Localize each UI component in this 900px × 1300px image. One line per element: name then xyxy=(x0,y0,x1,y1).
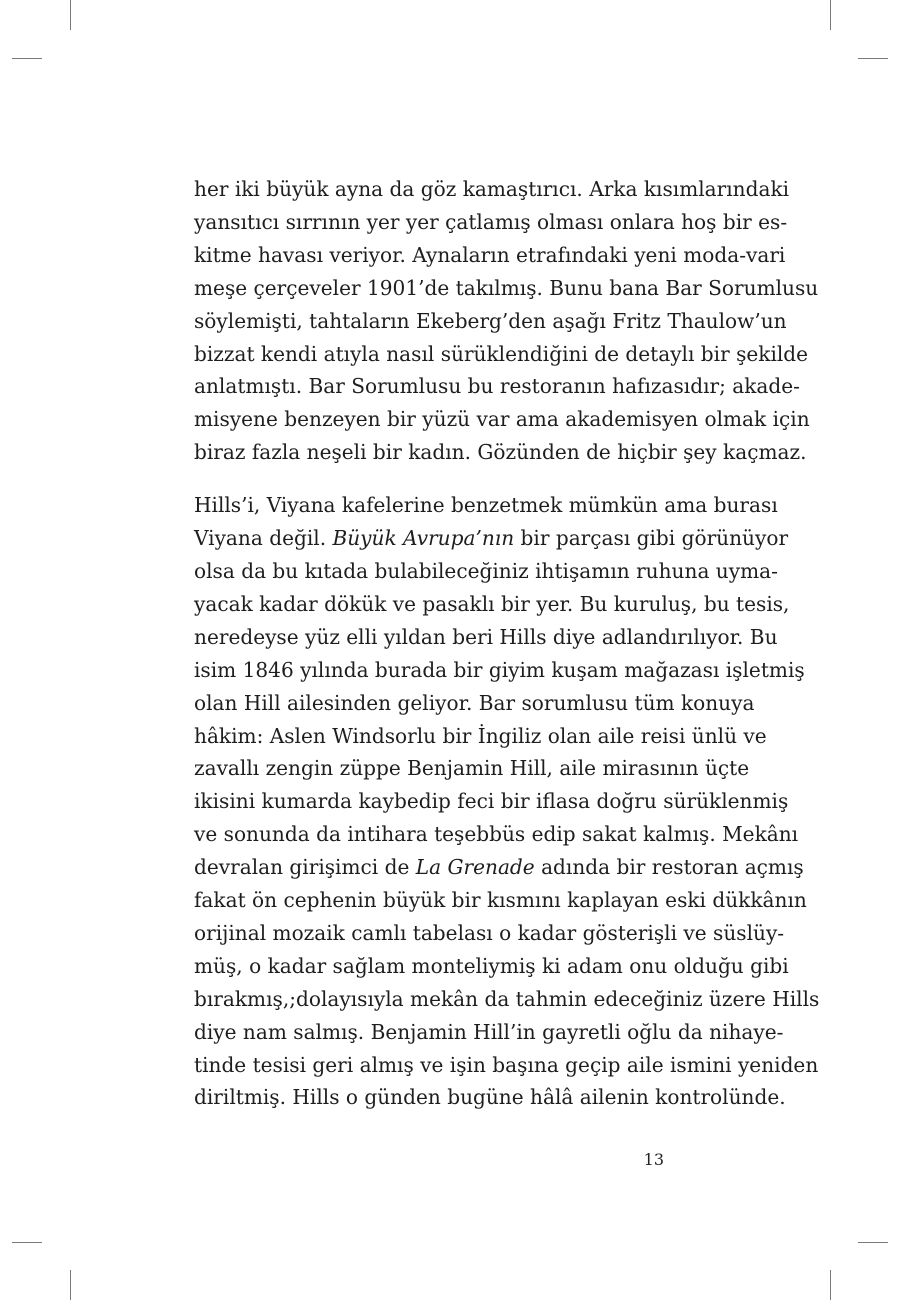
text-line xyxy=(194,884,807,917)
text-run: misyene benzeyen bir yüzü var ama akademisyen olmak için xyxy=(194,407,810,432)
text-line xyxy=(194,206,788,239)
text-run: meşe çerçeveler 1901’de takılmış. Bunu bana Bar Sorumlusu xyxy=(194,275,819,300)
text-line xyxy=(194,436,807,469)
text-run: devralan girişimci de xyxy=(194,855,416,880)
text-run: müş, o kadar sağlam monteliymiş ki adam onu olduğu gibi xyxy=(194,953,789,978)
text-line xyxy=(194,272,819,305)
italic-title: Büyük Avrupa’nın xyxy=(332,526,515,551)
text-run: fakat ön cephenin büyük bir kısmını kaplayan eski dükkânın xyxy=(194,888,807,913)
text-run: Viyana değil. xyxy=(194,526,333,551)
text-line xyxy=(194,752,750,785)
text-line xyxy=(194,370,800,403)
text-run: bırakmış,;dolayısıyla mekân da tahmin edeceğiniz üzere Hills xyxy=(194,986,820,1011)
crop-mark-bottom-left xyxy=(70,1270,71,1300)
text-run: olan Hill ailesinden geliyor. Bar sorumlusu tüm konuya xyxy=(194,690,755,715)
crop-mark-top-right xyxy=(830,0,831,30)
italic-title: La Grenade xyxy=(415,855,535,880)
text-run: biraz fazla neşeli bir kadın. Gözünden de hiçbir şey kaçmaz. xyxy=(194,440,807,465)
text-line xyxy=(194,818,799,851)
paragraph xyxy=(194,489,820,1114)
text-run: diriltmiş. Hills o günden bugüne hâlâ ailenin kontrolünde. xyxy=(194,1085,786,1110)
crop-mark-bottom-left-h xyxy=(12,1242,42,1243)
paragraph xyxy=(194,173,819,469)
crop-mark-top-right-h xyxy=(858,58,888,59)
text-run: her iki büyük ayna da göz kamaştırıcı. Arka kısımlarındaki xyxy=(194,177,790,201)
text-run: Hills’i, Viyana kafelerine benzetmek mümkün ama burası xyxy=(194,493,778,518)
text-line xyxy=(194,917,785,950)
text-run: bir parçası gibi görünüyor xyxy=(514,526,789,551)
text-run: ve sonunda da intihara teşebbüs edip sakat kalmış. Mekânı xyxy=(194,822,799,847)
text-line xyxy=(194,950,789,983)
text-line xyxy=(194,239,786,272)
text-run: söylemişti, tahtaların Ekeberg’den aşağı Fritz Thaulow’un xyxy=(194,308,787,333)
crop-mark-bottom-right xyxy=(830,1270,831,1300)
text-line xyxy=(194,687,755,720)
text-line xyxy=(194,720,767,753)
text-run: bizzat kendi atıyla nasıl sürüklendiğini de detaylı bir şekilde xyxy=(194,341,809,366)
text-line xyxy=(194,1081,786,1114)
text-line xyxy=(194,489,778,522)
text-run: ikisini kumarda kaybedip feci bir iflasa doğru sürüklenmiş xyxy=(194,789,789,814)
text-line xyxy=(194,555,778,588)
text-run: orijinal mozaik camlı tabelası o kadar gösterişli ve süslüy- xyxy=(194,920,785,945)
text-run: tinde tesisi geri almış ve işin başına geçip aile ismini yeniden xyxy=(194,1052,819,1077)
text-line xyxy=(194,983,820,1016)
text-run: anlatmıştı. Bar Sorumlusu bu restoranın hafızasıdır; akade- xyxy=(194,374,800,399)
body-text xyxy=(194,173,820,1114)
crop-mark-top-left-h xyxy=(12,58,42,59)
text-run: zavallı zengin züppe Benjamin Hill, aile mirasının üçte xyxy=(194,756,750,781)
text-line xyxy=(194,1016,784,1049)
crop-mark-bottom-right-h xyxy=(858,1242,888,1243)
text-run: yansıtıcı sırrının yer yer çatlamış olması onlara hoş bir es- xyxy=(194,209,788,234)
text-run: diye nam salmış. Benjamin Hill’in gayretli oğlu da nihaye- xyxy=(194,1019,784,1044)
crop-mark-top-left xyxy=(70,0,71,30)
text-line xyxy=(194,621,778,654)
text-run: neredeyse yüz elli yıldan beri Hills diye adlandırılıyor. Bu xyxy=(194,624,778,649)
text-run: isim 1846 yılında burada bir giyim kuşam mağazası işletmiş xyxy=(194,657,805,682)
text-line xyxy=(194,403,810,436)
text-line xyxy=(194,1049,819,1082)
text-run: kitme havası veriyor. Aynaların etrafındaki yeni moda-vari xyxy=(194,242,786,267)
paragraph-gap xyxy=(194,469,710,489)
text-run: adında bir restoran açmış xyxy=(534,855,804,880)
text-line xyxy=(194,338,809,371)
text-line xyxy=(194,588,790,621)
text-line xyxy=(194,522,789,555)
text-line xyxy=(194,785,789,818)
text-line xyxy=(194,851,804,884)
page-number: 13 xyxy=(643,1150,664,1169)
text-line xyxy=(194,305,787,338)
text-run: yacak kadar dökük ve pasaklı bir yer. Bu kuruluş, bu tesis, xyxy=(194,591,790,616)
text-line xyxy=(194,654,805,687)
text-line xyxy=(194,173,790,206)
text-run: hâkim: Aslen Windsorlu bir İngiliz olan aile reisi ünlü ve xyxy=(194,723,767,748)
text-run: olsa da bu kıtada bulabileceğiniz ihtişamın ruhuna uyma- xyxy=(194,558,778,583)
